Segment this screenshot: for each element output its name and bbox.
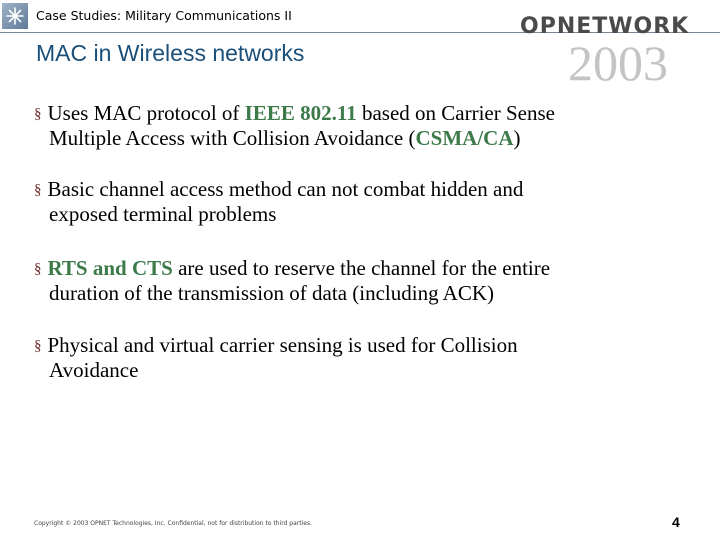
bullet-text: Avoidance xyxy=(49,358,139,382)
bullet-text: Physical and virtual carrier sensing is used for Collision xyxy=(47,333,518,357)
highlight-text: RTS and CTS xyxy=(47,256,173,280)
bullet-marker: § xyxy=(34,182,42,198)
header-title: Case Studies: Military Communications II xyxy=(36,8,292,23)
bullet-item xyxy=(34,257,654,304)
highlight-text: IEEE 802.11 xyxy=(244,101,357,125)
bullet-item xyxy=(34,102,654,149)
brand-logo-text: OPNETWORK xyxy=(520,14,690,39)
bullet-text: are used to reserve the channel for the entire xyxy=(172,256,551,280)
bullet-text: based on Carrier Sense xyxy=(356,101,555,125)
bullet-text: Multiple Access with Collision Avoidance ( xyxy=(49,126,416,150)
bullet-text: Uses MAC protocol of xyxy=(47,101,245,125)
brand-year: 2003 xyxy=(568,35,668,91)
footer-copyright: Copyright © 2003 OPNET Technologies, Inc. Confidential, not for distribution to third parties. xyxy=(34,520,312,527)
bullet-text: exposed terminal problems xyxy=(49,202,277,226)
bullet-text: Basic channel access method can not combat hidden and xyxy=(47,177,524,201)
opnet-logo-icon xyxy=(2,3,28,29)
page-number: 4 xyxy=(672,514,680,530)
bullet-item xyxy=(34,334,654,381)
slide-title: MAC in Wireless networks xyxy=(36,40,305,66)
bullet-marker: § xyxy=(34,106,42,122)
bullet-text: duration of the transmission of data (including ACK) xyxy=(49,281,495,305)
bullet-marker: § xyxy=(34,261,42,277)
bullet-marker: § xyxy=(34,338,42,354)
bullet-item xyxy=(34,178,654,225)
highlight-text: CSMA/CA xyxy=(415,126,514,150)
bullet-text: ) xyxy=(513,126,521,150)
